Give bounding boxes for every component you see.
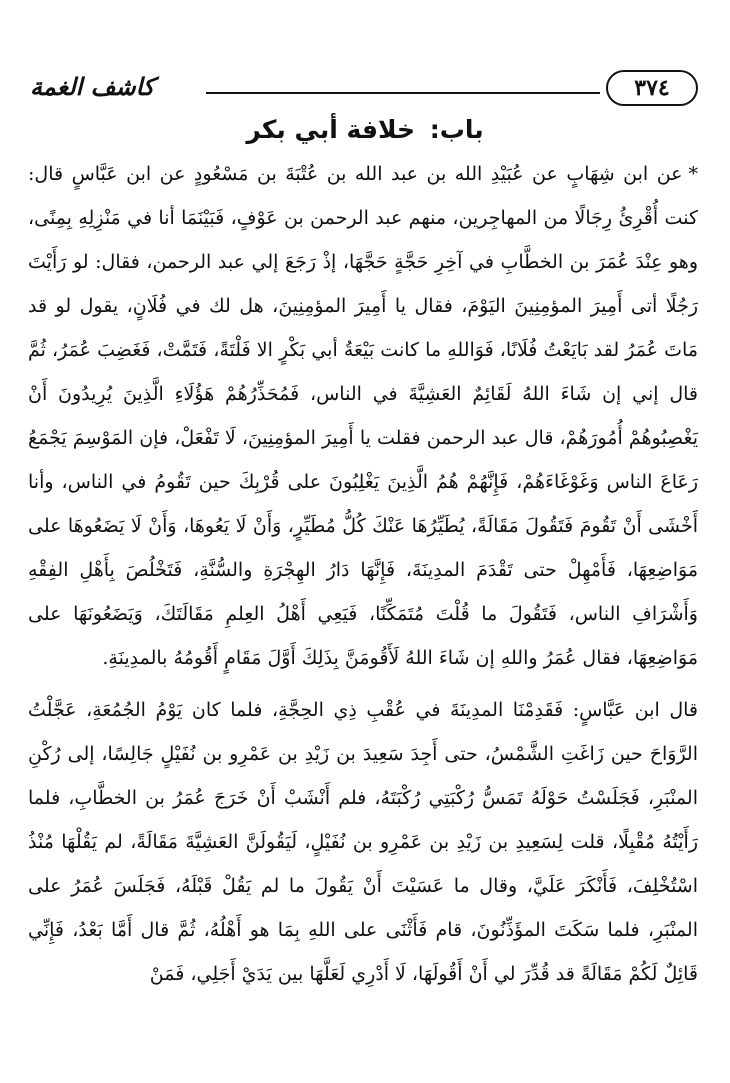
chapter-label: باب: bbox=[429, 115, 484, 144]
paragraph bbox=[28, 688, 698, 996]
paragraph-marker: * bbox=[688, 163, 698, 185]
page-number: ٣٧٤ bbox=[606, 70, 698, 106]
book-title: كاشف الغمة bbox=[30, 72, 155, 101]
chapter-heading bbox=[0, 112, 730, 148]
header-rule bbox=[206, 92, 600, 94]
paragraph-text: عن ابن شِهَابٍ عن عُبَيْدِ الله بن عبد الله بن عُتْبَةَ بن مَسْعُودٍ عن ابن عَبَّاسٍ قال: كنت أُقْرِئُ رِجَالًا من المهاجِرين، منهم عبد الرحمن بن عَوْفٍ، فَبَيْنَمَا أنا في مَنْزِلِهِ بِمِنًى، وهو عِنْدَ عُمَرَ بن الخطَّابِ في آخِرِ حَجَّةٍ حَجَّهَا، إذْ رَجَعَ إلي عبد الرحمن، فقال: لو رَأَيْتَ رَجُلًا أتى أَمِيرَ المؤمِنِينَ اليَوْمَ، فقال يا أَمِيرَ المؤمِنِينَ، هل لك في فُلَانٍ، يقول لو قد مَاتَ عُمَرُ لقد بَايَعْتُ فُلَانًا، فَوَاللهِ ما كانت بَيْعَةُ أبي بَكْرٍ الا فَلْتَةً، فَتَمَّتْ، فَغَضِبَ عُمَرُ، ثُمَّ قال إني إن شَاءَ اللهُ لَقَائِمٌ العَشِيَّةَ في الناس، فَمُحَذِّرُهُمْ هَؤُلَاءِ الَّذِينَ يُرِيدُونَ أَنْ يَغْصِبُوهُمْ أُمُورَهُمْ، قال عبد الرحمن فقلت يا أَمِيرَ المؤمِنِينَ، لَا تَفْعَلْ، فإن المَوْسِمَ يَجْمَعُ رَعَاعَ الناس وَغَوْغَاءَهُمْ، فَإِنَّهُمْ هُمُ الَّذِينَ يَغْلِبُونَ على قُرْبِكَ حين تَقُومُ في الناس، وأنا أَخْشَى أَنْ تَقُومَ فَتَقُولَ مَقَالَةً، يُطَيِّرُهَا عَنْكَ كُلُّ مُطَيِّرٍ، وَأَنْ لَا يَعُوهَا، وَأَنْ لَا يَضَعُوهَا على مَوَاضِعِهَا، فَأَمْهِلْ حتى تَقْدَمَ المدِينَةَ، فَإِنَّهَا دَارُ الهِجْرَةِ والسُّنَّةِ، فَتَخْلُصَ بِأَهْلِ الفِقْهِ وَأَشْرَافِ الناس، فَتَقُولَ ما قُلْتَ مُتَمَكِّنًا، فَيَعِي أَهْلُ العِلمِ مَقَالَتَكَ، وَيَضَعُونَهَا على مَوَاضِعِهَا، فقال عُمَرُ واللهِ إن شَاءَ اللهُ لَأَقُومَنَّ بِذَلِكَ أَوَّلَ مَقَامٍ أَقُومُهُ بالمدِينَةِ. bbox=[28, 163, 698, 669]
chapter-title: خلافة أبي بكر bbox=[246, 115, 416, 144]
body-text bbox=[28, 152, 698, 996]
paragraph bbox=[28, 152, 698, 680]
running-header bbox=[24, 70, 700, 110]
paragraph-text: قال ابن عَبَّاسٍ: فَقَدِمْنَا المدِينَةَ في عُقْبِ ذِي الحِجَّةِ، فلما كان يَوْمُ الجُمُعَةِ، عَجَّلْتُ الرَّوَاحَ حين زَاغَتِ الشَّمْسُ، حتى أَجِدَ سَعِيدَ بن زَيْدِ بن عَمْرِو بن نُفَيْلٍ جَالِسًا، إلى رُكْنِ المنْبَرِ، فَجَلَسْتُ حَوْلَهُ تَمَسُّ رُكْبَتِي رُكْبَتَهُ، فلم أَنْشَبْ أَنْ خَرَجَ عُمَرُ بن الخطَّابِ، فلما رَأَيْتُهُ مُقْبِلًا، قلت لِسَعِيدِ بن زَيْدِ بن عَمْرِو بن نُفَيْلٍ، لَيَقُولَنَّ العَشِيَّةَ مَقَالَةً، لم يَقُلْهَا مُنْذُ اسْتُخْلِفَ، فَأَنْكَرَ عَلَيَّ، وقال ما عَسَيْتَ أَنْ يَقُولَ ما لم يَقُلْ قَبْلَهُ، فَجَلَسَ عُمَرُ على المنْبَرِ، فلما سَكَتَ المؤَذِّنُونَ، قام فَأَثْنَى على اللهِ بِمَا هو أَهْلُهُ، ثُمَّ قال أَمَّا بَعْدُ، فَإِنِّي قَائِلٌ لَكُمْ مَقَالَةً قد قُدِّرَ لي أَنْ أَقُولَهَا، لَا أَدْرِي لَعَلَّهَا بين يَدَيْ أَجَلِي، فَمَنْ bbox=[28, 699, 698, 985]
